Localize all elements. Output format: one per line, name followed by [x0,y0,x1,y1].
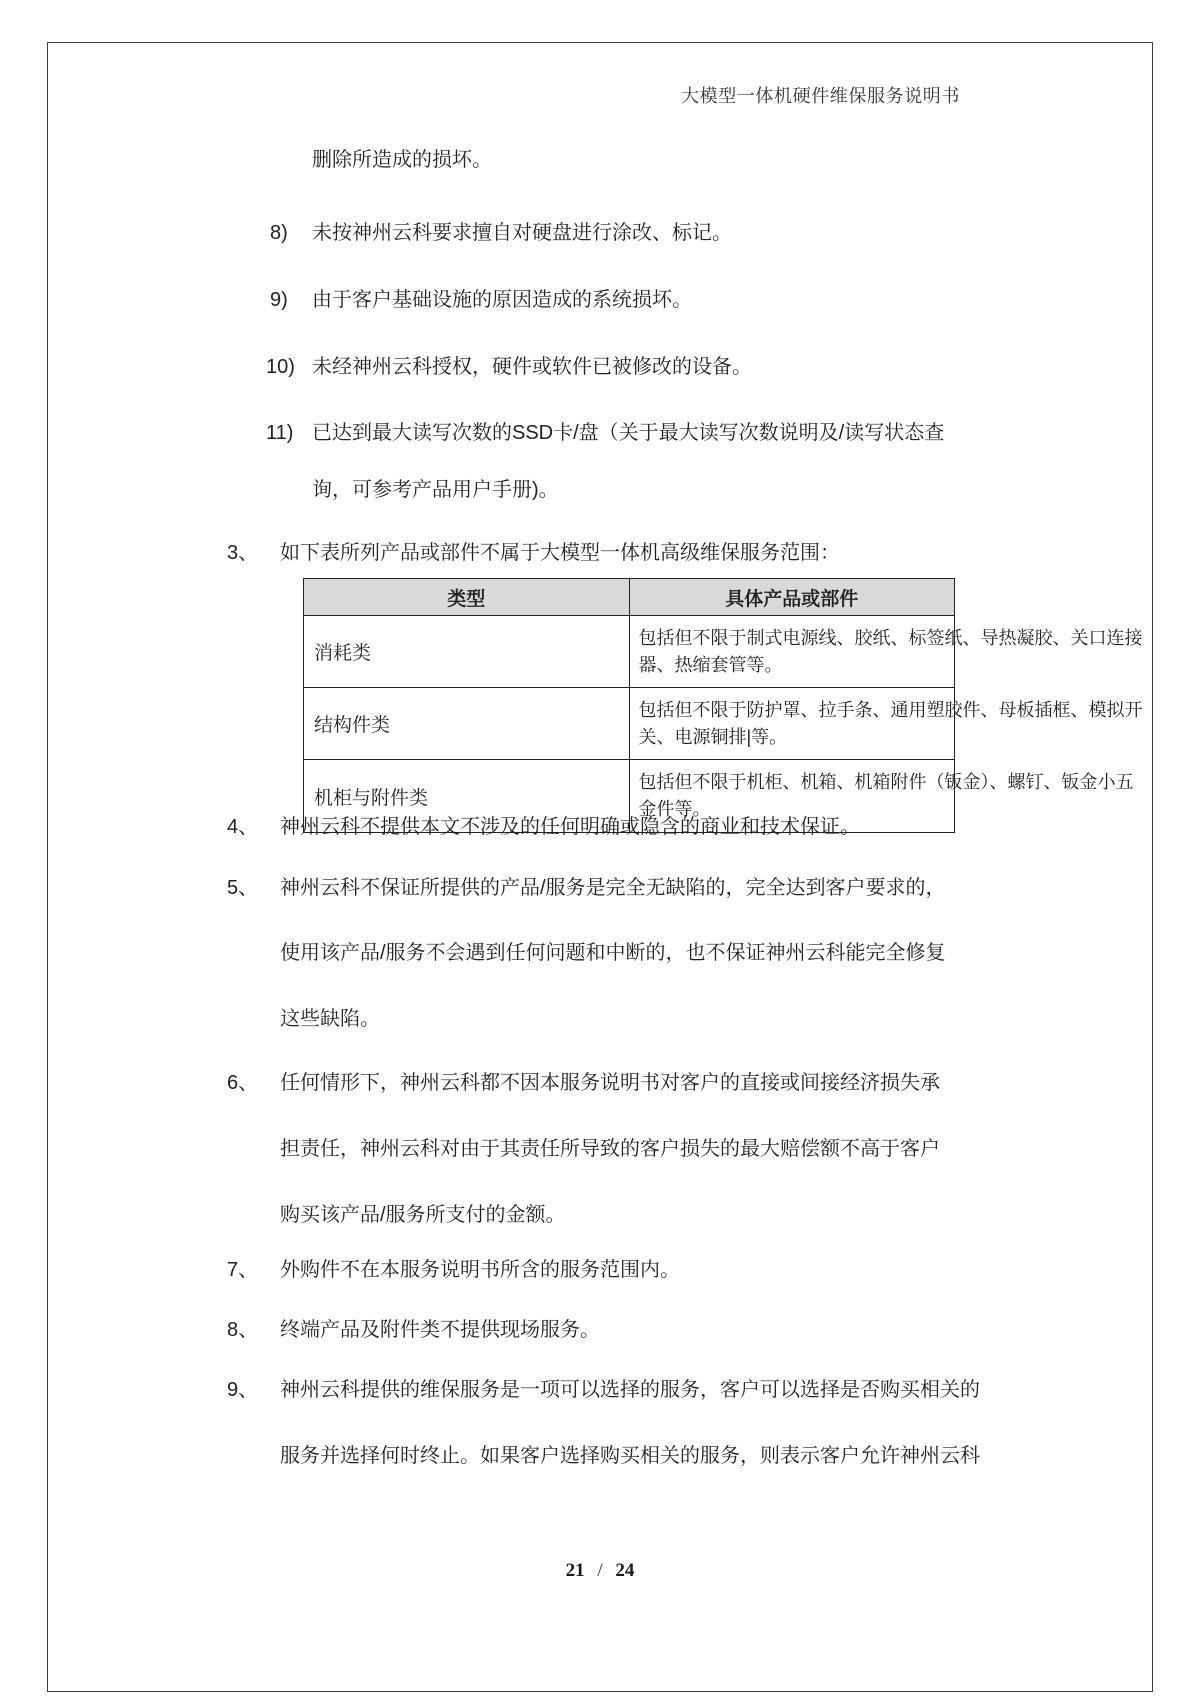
list-item-line: 这些缺陷。 [280,1008,380,1030]
table-cell-product [629,616,1143,688]
list-item-marker: 9) [270,289,288,311]
header-title: 大模型一体机硬件维保服务说明书 [681,86,960,106]
list-item-line: 未经神州云科授权，硬件或软件已被修改的设备。 [312,356,752,378]
list-item-line: 删除所造成的损坏。 [312,149,492,171]
table-row [304,616,955,688]
table-cell-line: 包括但不限于机柜、机箱、机箱附件（钣金）、螺钉、钣金小五 [638,772,1134,792]
table-cell-product [629,688,1143,760]
table-header-product: 具体产品或部件 [629,579,955,616]
table-cell-type: 消耗类 [304,616,630,688]
table-row [304,688,955,760]
list-item-marker: 9、 [227,1379,259,1401]
list-item-marker: 10) [266,356,295,378]
exclusion-table [303,578,1143,833]
table-cell-type: 机柜与附件类 [304,760,630,833]
footer-page-number [0,1560,1200,1582]
table-cell-line: 包括但不限于防护罩、拉手条、通用塑胶件、母板插框、模拟开 [638,699,1143,720]
list-item-marker: 8、 [227,1319,259,1341]
list-item-line: 担责任，神州云科对由于其责任所导致的客户损失的最大赔偿额不高于客户 [280,1138,940,1160]
list-item-line: 购买该产品/服务所支付的金额。 [280,1204,566,1226]
list-item-marker: 8) [270,222,288,244]
list-item-line: 未按神州云科要求擅自对硬盘进行涂改、标记。 [312,222,732,244]
list-item-marker: 7、 [227,1259,259,1281]
list-item-marker: 4、 [227,816,259,838]
footer-total-pages: 24 [615,1560,635,1581]
table-cell-line: 金件等。 [638,799,711,819]
list-item-line: 任何情形下，神州云科都不因本服务说明书对客户的直接或间接经济损失承 [280,1072,940,1094]
list-item-marker: 3、 [227,542,259,564]
list-item-line: 终端产品及附件类不提供现场服务。 [280,1319,600,1341]
table-cell-line: 器、热缩套管等。 [638,654,783,675]
footer-current-page: 21 [565,1560,585,1581]
list-item-marker: 5、 [227,877,259,899]
list-item-line: 询，可参考产品用户手册)。 [312,479,559,501]
table-header-row [304,579,955,616]
list-item-marker: 6、 [227,1072,259,1094]
list-item-line: 如下表所列产品或部件不属于大模型一体机高级维保服务范围： [280,542,840,564]
footer-separator: / [597,1560,603,1581]
list-item-line: 使用该产品/服务不会遇到任何问题和中断的，也不保证神州云科能完全修复 [280,942,946,964]
list-item-line: 由于客户基础设施的原因造成的系统损坏。 [312,289,692,311]
table-cell-type: 结构件类 [304,688,630,760]
list-item-line: 服务并选择何时终止。如果客户选择购买相关的服务，则表示客户允许神州云科 [280,1445,980,1467]
list-item-line: 外购件不在本服务说明书所含的服务范围内。 [280,1259,680,1281]
list-item-line: 已达到最大读写次数的SSD卡/盘（关于最大读写次数说明及/读写状态查 [312,422,945,444]
list-item-line: 神州云科不保证所提供的产品/服务是完全无缺陷的，完全达到客户要求的， [280,877,946,899]
table-cell-line: 关、电源铜排|等。 [638,726,788,747]
table-header-type: 类型 [304,579,630,616]
list-item-line: 神州云科不提供本文不涉及的任何明确或隐含的商业和技术保证。 [280,816,860,838]
table-cell-line: 包括但不限于制式电源线、胶纸、标签纸、导热凝胶、关口连接 [638,627,1143,648]
list-item-line: 神州云科提供的维保服务是一项可以选择的服务，客户可以选择是否购买相关的 [280,1379,980,1401]
list-item-marker: 11) [266,422,294,444]
